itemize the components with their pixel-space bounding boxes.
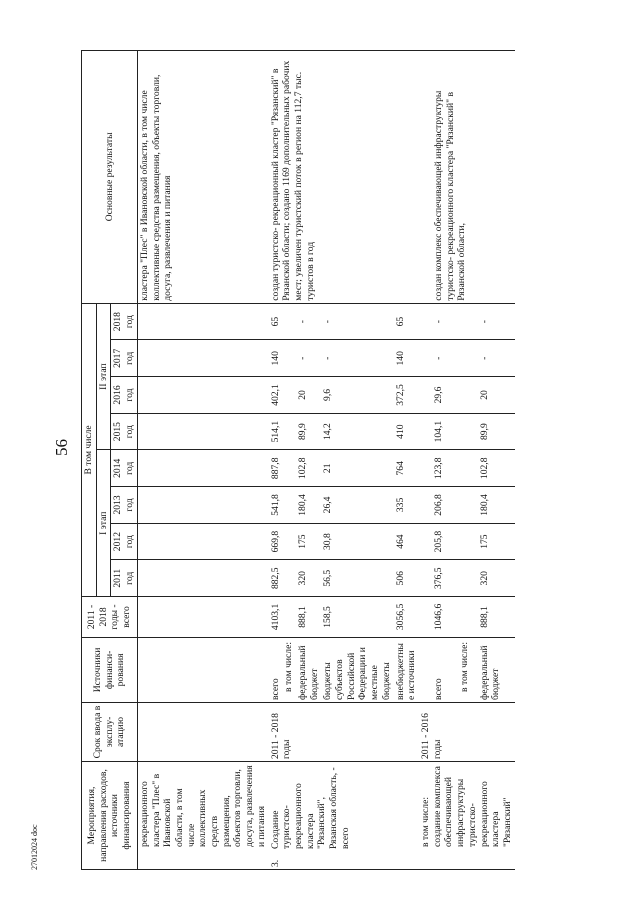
- value-cell: -: [478, 340, 515, 377]
- source-cell: в том числе:: [458, 637, 478, 702]
- value-cell: 158,5: [321, 597, 393, 638]
- term-cell: 2011 - 2018 годы: [269, 702, 419, 761]
- table-body: [137, 51, 514, 870]
- term-cell: 2011 - 2016 годы: [419, 702, 515, 761]
- source-cell: федеральный бюджет: [478, 637, 515, 702]
- result-cell: создан туристско- рекреационный кластер "Рязанский" в Рязанской области; создано 1169 дополнительных рабочих мест; увеличен туристский поток в регион на 112,7 тыс. туристов в год: [269, 51, 419, 304]
- header-stage2: II этап: [96, 303, 111, 450]
- value-cell: -: [296, 303, 321, 340]
- value-cell: 669,8: [269, 523, 283, 560]
- value-cell: 335: [394, 487, 419, 524]
- value-cell: 464: [394, 523, 419, 560]
- value-cell: 320: [296, 560, 321, 597]
- source-cell: всего: [419, 637, 458, 702]
- value-cell: 104,1: [419, 413, 458, 450]
- header-year: 2012 год: [111, 523, 137, 560]
- item-number: 3.: [269, 859, 281, 867]
- value-cell: -: [321, 303, 393, 340]
- header-year: 2017 год: [111, 340, 137, 377]
- header-incl: В том числе: [82, 303, 97, 596]
- value-cell: -: [296, 340, 321, 377]
- header-stage1: I этап: [96, 450, 111, 597]
- value-cell: 89,9: [478, 413, 515, 450]
- value-cell: 4103,1: [269, 597, 283, 638]
- measure-cell-item3: [269, 762, 419, 870]
- value-cell: 320: [478, 560, 515, 597]
- rotated-table-wrapper: [81, 50, 558, 870]
- value-cell: 882,5: [269, 560, 283, 597]
- value-cell: 887,8: [269, 450, 283, 487]
- value-cell: 89,9: [296, 413, 321, 450]
- value-cell: 30,8: [321, 523, 393, 560]
- measure-cell: рекреационного кластера "Плес" в Ивановской области, в том числе коллективных средств размещения, объектов торговли, досуга, развлечения и питания: [137, 762, 268, 870]
- source-cell: внебюджетные источники: [394, 637, 419, 702]
- value-cell: 20: [296, 377, 321, 414]
- value-cell: 410: [394, 413, 419, 450]
- value-cell: 514,1: [269, 413, 283, 450]
- header-term: Срок ввода в эксплу- атацию: [82, 702, 138, 761]
- value-cell: -: [419, 303, 458, 340]
- value-cell: 140: [269, 340, 283, 377]
- budget-table: [81, 50, 515, 870]
- header-source: Источники финанси- рования: [82, 637, 138, 702]
- value-cell: 764: [394, 450, 419, 487]
- value-cell: 541,8: [269, 487, 283, 524]
- value-cell: 123,8: [419, 450, 458, 487]
- value-cell: 102,8: [296, 450, 321, 487]
- value-cell: 9,6: [321, 377, 393, 414]
- value-cell: 26,4: [321, 487, 393, 524]
- source-cell: федеральный бюджет: [296, 637, 321, 702]
- value-cell: 402,1: [269, 377, 283, 414]
- value-cell: 372,5: [394, 377, 419, 414]
- header-year: 2016 год: [111, 377, 137, 414]
- header-year: 2014 год: [111, 450, 137, 487]
- header-total: 2011 - 2018 годы - всего: [82, 597, 138, 638]
- value-cell: 1046,6: [419, 597, 458, 638]
- measure-text: Создание туристско- рекреационного кластера "Рязанский", Рязанская область, - всего: [269, 767, 351, 849]
- table-row-continuation: [137, 51, 268, 870]
- value-cell: 376,5: [419, 560, 458, 597]
- table-row: [419, 51, 458, 870]
- value-cell: 14,2: [321, 413, 393, 450]
- value-cell: -: [478, 303, 515, 340]
- value-cell: 21: [321, 450, 393, 487]
- value-cell: 180,4: [478, 487, 515, 524]
- value-cell: 56,5: [321, 560, 393, 597]
- source-cell: в том числе:: [282, 637, 296, 702]
- header-results: Основные результаты: [82, 51, 138, 304]
- result-cell: кластера "Плес" в Ивановской области, в том числе коллективные средства размещения, объекты торговли, досуга, развлечения и питания: [137, 51, 268, 304]
- value-cell: 888,1: [478, 597, 515, 638]
- value-cell: 506: [394, 560, 419, 597]
- value-cell: 206,8: [419, 487, 458, 524]
- value-cell: 205,8: [419, 523, 458, 560]
- header-year: 2013 год: [111, 487, 137, 524]
- value-cell: 102,8: [478, 450, 515, 487]
- value-cell: 175: [296, 523, 321, 560]
- value-cell: 888,1: [296, 597, 321, 638]
- header-year: 2011 год: [111, 560, 137, 597]
- value-cell: 29,6: [419, 377, 458, 414]
- measure-cell-item3a: в том числе: создание комплекса обеспечивающей инфраструктуры туристско- рекреационного кластера "Рязанский": [419, 762, 515, 870]
- header-measure: Мероприятия, направления расходов, источники финансирования: [82, 762, 138, 870]
- value-cell: 65: [269, 303, 283, 340]
- value-cell: 3056,5: [394, 597, 419, 638]
- value-cell: 20: [478, 377, 515, 414]
- value-cell: 140: [394, 340, 419, 377]
- result-cell: создан комплекс обеспечивающей инфраструктуры туристско- рекреационного кластера "Рязанский" в Рязанской области,: [419, 51, 515, 304]
- value-cell: -: [419, 340, 458, 377]
- page-number: 56: [52, 439, 71, 456]
- value-cell: 180,4: [296, 487, 321, 524]
- header-year: 2015 год: [111, 413, 137, 450]
- footer-filename: 27012024 doc: [30, 824, 39, 870]
- header-year: 2018 год: [111, 303, 137, 340]
- value-cell: 65: [394, 303, 419, 340]
- source-cell: всего: [269, 637, 283, 702]
- table-header: [82, 51, 138, 870]
- source-cell: бюджеты субъектов Российской Федерации и местные бюджеты: [321, 637, 393, 702]
- table-row: [269, 51, 283, 870]
- value-cell: 175: [478, 523, 515, 560]
- value-cell: -: [321, 340, 393, 377]
